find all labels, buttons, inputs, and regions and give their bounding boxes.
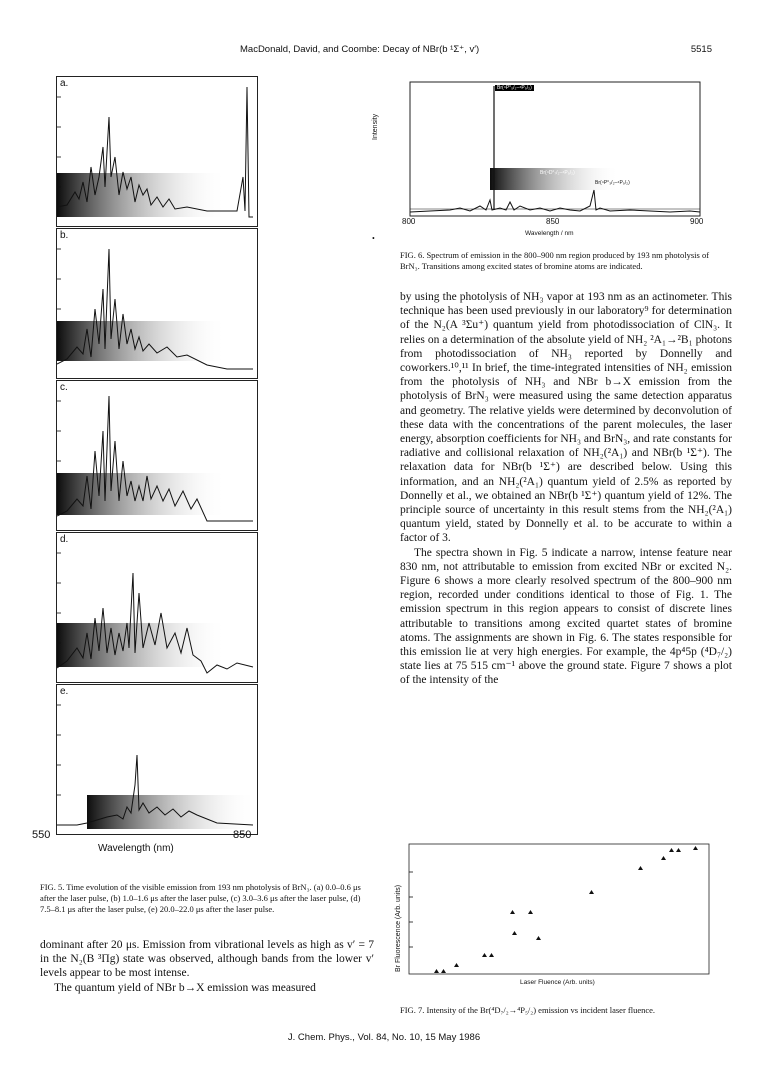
- page-number: 5515: [690, 44, 712, 55]
- fig6-line-label-3: Br(⁴P°₃/₂–⁴P₅/₂): [595, 180, 630, 186]
- fig7-ylabel: Br Fluorescence (Arb. units): [395, 884, 402, 972]
- fig5-panel-label: e.: [60, 686, 69, 697]
- fig7-xlabel: Laser Fluence (Arb. units): [520, 979, 595, 986]
- fig7-points: [434, 846, 698, 973]
- fig5-panel-e: [56, 684, 258, 835]
- right-paragraph-2: The spectra shown in Fig. 5 indicate a narrow, intense feature near 830 nm, not attributable to emission from excited NBr or excited N₂. Figure 6 shows a more clearly resolved spectrum of the 800–900 nm region, recorded under conditions identical to those of Fig. 1. The emission spectrum in this region appears to consist of discrete lines attributable to transitions among excited quartet states of bromine atoms. The assignments are shown in Fig. 6. The states responsible for this emission lie at very high energies. For example, the 4p⁴5p (⁴D₇/₂) state lies at 75 515 cm⁻¹ above the ground state. Figure 7 shows a plot of the intensity of the: [400, 546, 732, 687]
- fig5-panel-d: [56, 532, 258, 683]
- fig5-tick-right: 850: [233, 829, 252, 841]
- fig5-shade-b: [57, 321, 227, 361]
- left-paragraph-2: The quantum yield of NBr b→X emission was measured: [54, 981, 316, 994]
- right-paragraph-1: by using the photolysis of NH₃ vapor at 193 nm as an actinometer. This technique has been used previously in our laboratory⁹ for determination of the N₂(A ³Σu⁺) quantum yield from photodissociation of ClN₃. It relies on a determination of the absolute yield of NH₂ ²A₁→²B₁ photons from photodissociation of NH₃ reported by Donnelly and coworkers.¹⁰,¹¹ In brief, the time-integrated intensities of NH₂ emission from the photolysis of NH₃ and NBr b→X emission from the photolysis of BrN₃ were measured using the same detection apparatus and geometry. The relative yields were determined by deconvolution of these data with the concentrations of the parent molecules, the laser energy, absorption coefficients for NH₃ and BrN₃, and rate constants for radiative and collisional relaxation of NH₂(²A₁) and NBr(b ¹Σ⁺). The relaxation data for NBr(b ¹Σ⁺) are described below. Using this information, and an NH₂(²A₁) quantum yield of 2.5% as reported by Donnelly et al., we obtained an NBr(b ¹Σ⁺) quantum yield of 12%. The principle source of uncertainty in this result stems from the NH₂(²A₁) quantum yield, stated by Donnelly et al. to be accurate to within a factor of 3.: [400, 291, 732, 545]
- running-header: [0, 44, 768, 58]
- right-column-text: [400, 290, 732, 688]
- fig5-tick-left: 550: [32, 829, 51, 841]
- fig5-panel-label: d.: [60, 534, 69, 545]
- fig5-panel-b: [56, 228, 258, 379]
- running-title: MacDonald, David, and Coombe: Decay of NBr(b ¹Σ⁺, v′): [240, 44, 480, 55]
- fig7-caption: FIG. 7. Intensity of the Br(⁴D₇/₂→⁴P₅/₂) emission vs incident laser fluence.: [400, 1005, 656, 1015]
- fig5-panel-c: [56, 380, 258, 531]
- figure-6: [372, 80, 720, 245]
- journal-footer: J. Chem. Phys., Vol. 84, No. 10, 15 May 1986: [287, 1032, 481, 1043]
- fig5-xlabel: Wavelength (nm): [98, 843, 174, 854]
- fig5-panel-label: a.: [60, 78, 69, 89]
- fig5-caption: FIG. 5. Time evolution of the visible emission from 193 nm photolysis of BrN₃. (a) 0.0–0.6 μs after the laser pulse, (b) 1.0–1.6 μs after the laser pulse, (c) 3.0–3.6 μs after the laser pulse, (d) 7.5–8.1 μs after the laser pulse, (e) 20.0–22.0 μs after the laser pulse.: [40, 882, 361, 914]
- figure-5: [32, 76, 258, 866]
- fig6-line-label-2: Br(⁴D°₇/₂–⁴P₅/₂): [540, 170, 575, 176]
- figure-7: [395, 842, 725, 1002]
- fig6-tick: 900: [690, 217, 704, 226]
- fig5-panel-label: b.: [60, 230, 69, 241]
- left-paragraph: dominant after 20 μs. Emission from vibrational levels as high as v′ = 7 in the N₂(B ³Πg) state was observed, although bands from the lower v′ levels appear to be most intense.: [40, 939, 374, 980]
- fig5-panel-a: [56, 76, 258, 227]
- fig6-tick: 850: [546, 217, 560, 226]
- fig6-caption: FIG. 6. Spectrum of emission in the 800–900 nm region produced by 193 nm photolysis of BrN₃. Transitions among excited states of bromine atoms are indicated.: [400, 250, 710, 271]
- fig5-x-axis: [32, 829, 258, 869]
- fig6-tick: 800: [402, 217, 416, 226]
- left-column-text: [40, 938, 374, 995]
- fig6-ylabel: Intensity: [372, 113, 379, 140]
- fig6-xlabel: Wavelength / nm: [525, 230, 574, 237]
- fig5-panel-label: c.: [60, 382, 68, 393]
- fig6-line-label-1: Br(⁴P°₅/₂–⁴P₅/₂): [497, 85, 532, 91]
- bullet-mark: •: [372, 234, 375, 243]
